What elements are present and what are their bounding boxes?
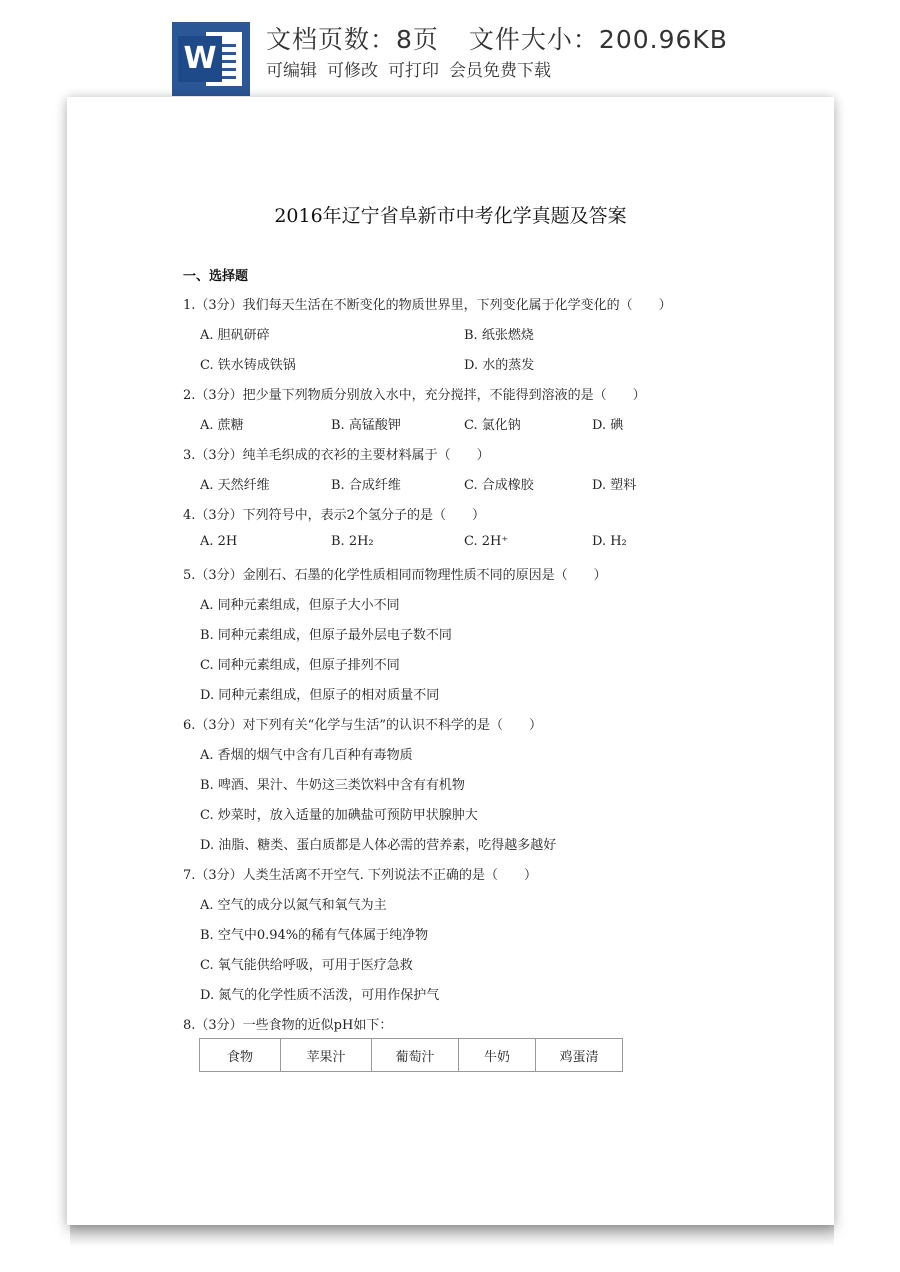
- question-4: 4.（3分）下列符号中，表示2个氢分子的是（ ）: [183, 508, 485, 523]
- q7-option-a: A. 空气的成分以氮气和氧气为主: [200, 898, 387, 913]
- table-header-cell: 鸡蛋清: [536, 1039, 623, 1072]
- word-letter-icon: W: [178, 36, 222, 82]
- q4-option-d: D. H₂: [592, 534, 627, 549]
- q3-option-d: D. 塑料: [592, 478, 637, 493]
- q2-option-a: A. 蔗糖: [200, 418, 244, 433]
- q5-option-d: D. 同种元素组成，但原子的相对质量不同: [200, 688, 440, 703]
- q6-option-b: B. 啤酒、果汁、牛奶这三类饮料中含有有机物: [200, 778, 465, 793]
- q5-option-b: B. 同种元素组成，但原子最外层电子数不同: [200, 628, 452, 643]
- word-document-icon: [172, 22, 250, 96]
- q1-option-b: B. 纸张燃烧: [464, 328, 534, 343]
- feature-printable: 可打印: [388, 61, 439, 81]
- q1-option-a: A. 胆矾研碎: [200, 328, 270, 343]
- q6-option-a: A. 香烟的烟气中含有几百种有毒物质: [200, 748, 413, 763]
- q4-option-c: C. 2H⁺: [464, 534, 509, 549]
- q1-option-d: D. 水的蒸发: [464, 358, 535, 373]
- table-row: [200, 1039, 623, 1072]
- q2-option-c: C. 氯化钠: [464, 418, 521, 433]
- question-7: 7.（3分）人类生活离不开空气. 下列说法不正确的是（ ）: [183, 868, 537, 883]
- q2-option-d: D. 碘: [592, 418, 624, 433]
- table-header-cell: 葡萄汁: [372, 1039, 459, 1072]
- question-1: 1.（3分）我们每天生活在不断变化的物质世界里，下列变化属于化学变化的（ ）: [183, 298, 672, 313]
- q3-option-c: C. 合成橡胶: [464, 478, 534, 493]
- question-8: 8.（3分）一些食物的近似pH如下：: [183, 1018, 393, 1033]
- q5-option-a: A. 同种元素组成，但原子大小不同: [200, 598, 400, 613]
- q2-option-b: B. 高锰酸钾: [331, 418, 401, 433]
- question-3: 3.（3分）纯羊毛织成的衣衫的主要材料属于（ ）: [183, 448, 490, 463]
- page-shadow: [70, 1222, 834, 1246]
- question-6: 6.（3分）对下列有关“化学与生活”的认识不科学的是（ ）: [183, 718, 542, 733]
- file-info-title: [266, 20, 728, 56]
- q7-option-c: C. 氧气能供给呼吸，可用于医疗急救: [200, 958, 413, 973]
- document-title: 2016年辽宁省阜新市中考化学真题及答案: [274, 205, 627, 227]
- question-5: 5.（3分）金刚石、石墨的化学性质相同而物理性质不同的原因是（ ）: [183, 568, 607, 583]
- document-page: [67, 97, 834, 1225]
- table-header-cell: 牛奶: [459, 1039, 536, 1072]
- feature-editable: 可编辑: [266, 61, 317, 81]
- q4-option-b: B. 2H₂: [331, 534, 374, 549]
- q7-option-b: B. 空气中0.94%的稀有气体属于纯净物: [200, 928, 429, 943]
- file-size: 文件大小：200.96KB: [468, 25, 728, 54]
- q3-option-b: B. 合成纤维: [331, 478, 401, 493]
- ph-table: [199, 1038, 623, 1072]
- question-2: 2.（3分）把少量下列物质分别放入水中，充分搅拌，不能得到溶液的是（ ）: [183, 388, 646, 403]
- q7-option-d: D. 氮气的化学性质不活泼，可用作保护气: [200, 988, 440, 1003]
- q5-option-c: C. 同种元素组成，但原子排列不同: [200, 658, 400, 673]
- q4-option-a: A. 2H: [200, 534, 238, 549]
- table-header-cell: 食物: [200, 1039, 281, 1072]
- feature-member-free: 会员免费下载: [449, 61, 551, 81]
- q6-option-d: D. 油脂、糖类、蛋白质都是人体必需的营养素，吃得越多越好: [200, 838, 557, 853]
- q3-option-a: A. 天然纤维: [200, 478, 270, 493]
- feature-list: [266, 56, 551, 81]
- header-banner: [0, 0, 900, 100]
- section-heading: 一、选择题: [183, 269, 249, 284]
- q1-option-c: C. 铁水铸成铁锅: [200, 358, 296, 373]
- page-count: 文档页数：8页: [266, 25, 439, 54]
- feature-modifiable: 可修改: [327, 61, 378, 81]
- table-header-cell: 苹果汁: [281, 1039, 372, 1072]
- q6-option-c: C. 炒菜时，放入适量的加碘盐可预防甲状腺肿大: [200, 808, 478, 823]
